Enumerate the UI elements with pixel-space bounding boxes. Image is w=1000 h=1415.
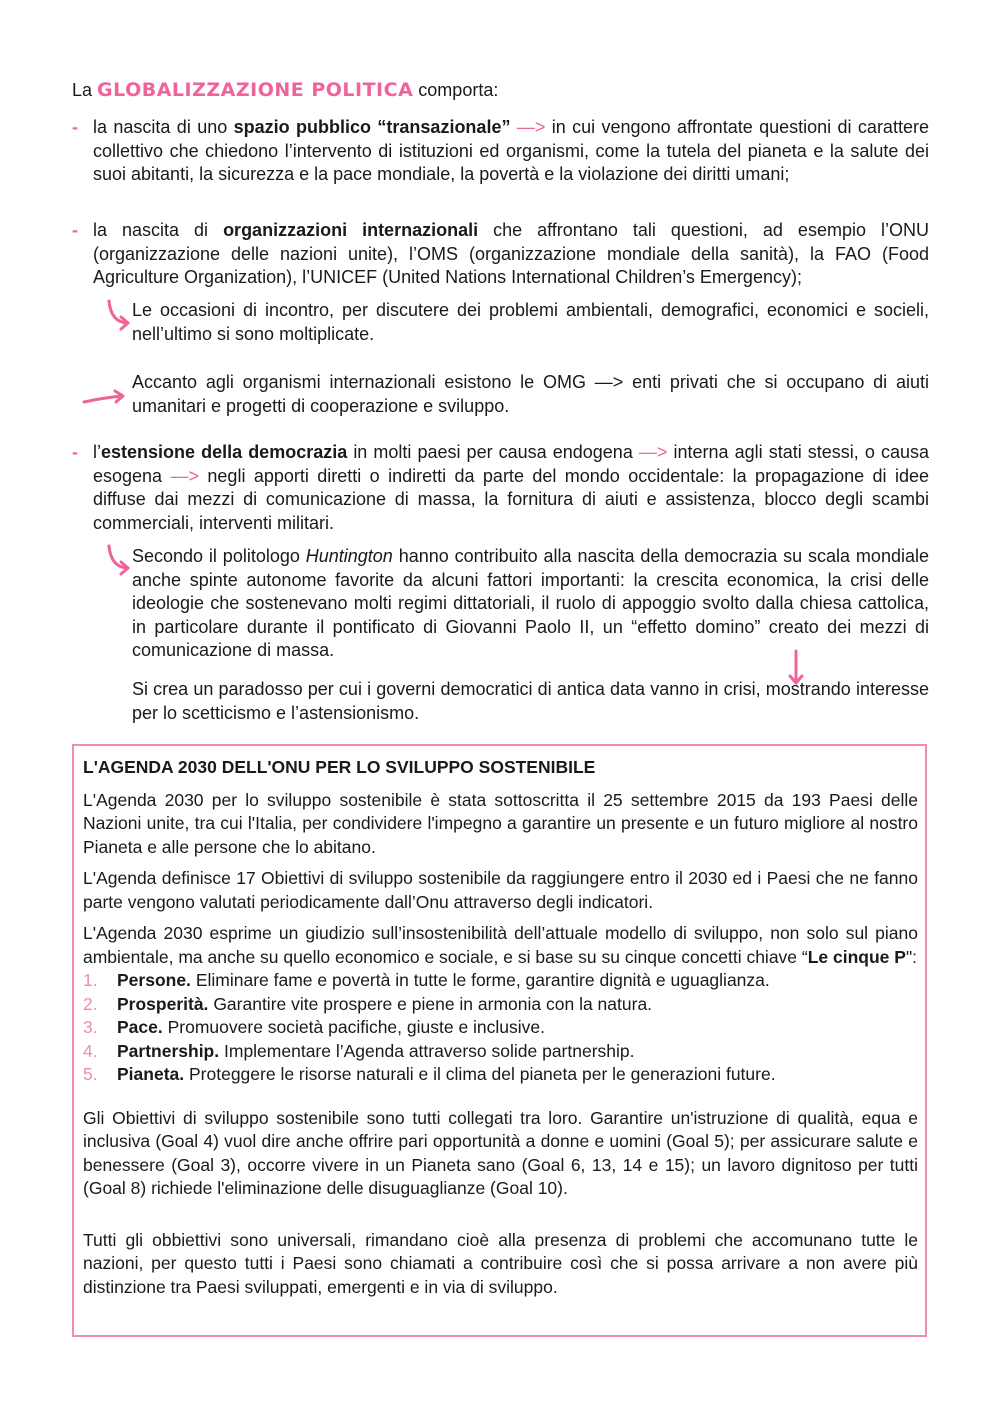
list-number: 1.: [83, 970, 98, 990]
intro-prefix: La: [72, 80, 93, 100]
list-item-title: Prosperità.: [117, 993, 209, 1014]
list-item: [83, 1016, 918, 1040]
sub-note-1: Le occasioni di incontro, per discutere dei problemi ambientali, demografici, economici e socieli, nell’ultimo si sono moltiplicate.: [132, 300, 929, 344]
agenda-title: L'AGENDA 2030 DELL'ONU PER LO SVILUPPO SOSTENIBILE: [83, 757, 596, 777]
intro-highlight: GLOBALIZZAZIONE POLITICA: [97, 79, 414, 101]
bullet-dash: -: [72, 220, 78, 240]
agenda-box-content: [83, 756, 918, 1307]
list-item: [83, 1040, 918, 1064]
list-item-text: Implementare l’Agenda attraverso solide partnership.: [224, 1040, 635, 1061]
bullet-3-bold: estensione della democrazia: [101, 442, 348, 462]
agenda-paragraph-3: [83, 922, 918, 969]
list-item-text: Promuovere società pacifiche, giuste e inclusive.: [167, 1017, 546, 1037]
list-item: [83, 969, 918, 993]
agenda-paragraph-2: L'Agenda definisce 17 Obiettivi di sviluppo sostenibile da raggiungere entro il 2030 ed i Paesi che ne fanno parte vengono valutati periodicamente dall’Onu attraverso degli indicatori.: [83, 868, 918, 912]
spacer: [83, 1087, 918, 1107]
list-number: 2.: [83, 993, 98, 1014]
bullet-dash: -: [72, 117, 78, 137]
bullet-2-post: che affrontano tali questioni, ad esempio l’ONU (organizzazione delle nazioni unite), l’OMS (organizzazione mondiale della sanità), la FAO (Food Agriculture Organization), l’UNICEF (United Nations International Children’s Emergency);: [93, 220, 929, 287]
inline-arrow: —>: [516, 117, 546, 137]
agenda-box: [72, 744, 927, 1337]
list-number: 4.: [83, 1040, 98, 1061]
agenda-p3-bold: Le cinque P: [807, 946, 906, 967]
list-item-text: Proteggere le risorse naturali e il clima del pianeta per le generazioni future.: [189, 1064, 776, 1084]
inline-arrow: —>: [170, 465, 199, 486]
bullet-1: [93, 116, 929, 187]
bullet-3-post: negli apporti diretti o indiretti da parte del mondo occidentale: la propagazione di idee diffuse dai mezzi di comunicazione di massa, la fornitura di aiuti e assistenza, blocco degli scambi commerciali, interventi militari.: [93, 465, 929, 533]
sub-3-pre: Secondo il politologo: [132, 546, 300, 566]
list-item-title: Pace.: [117, 1017, 163, 1037]
sub-3-post: hanno contribuito alla nascita della democrazia su scala mondiale anche spinte autonome favorite da alcuni fattori importanti: la crescita economica, la crisi delle ideologie che sostenevano molti regimi dittatoriali, il ruolo di appoggio svolto dalla chiesa cattolica, in particolare durante il pontificato di Giovanni Paolo II, un “effetto domino” creato dei mezzi di comunicazione di massa.: [132, 546, 929, 660]
list-item-title: Persone.: [117, 970, 191, 990]
sub-note-4: Si crea un paradosso per cui i governi democratici di antica data vanno in crisi, mostrando interesse per lo scetticismo e l’astensionismo.: [132, 679, 929, 723]
curved-arrow-icon: [104, 298, 134, 332]
bullet-1-bold: spazio pubblico “transazionale”: [233, 117, 511, 137]
bullet-1-pre: la nascita di uno: [93, 117, 228, 137]
list-item-title: Pianeta.: [117, 1064, 185, 1084]
right-arrow-icon: [80, 388, 128, 410]
list-number: 3.: [83, 1017, 98, 1037]
bullet-3-mid2: interna agli stati stessi, o causa esogena: [93, 442, 929, 486]
five-p-list: [83, 969, 918, 1087]
bullet-1-post: in cui vengono affrontate questioni di carattere collettivo che chiedono l’intervento di istituzioni ed organismi, come la tutela del pianeta e la salute dei suoi abitanti, la sicurezza e la pace mondiale, la povertà e la violazione dei diritti umani;: [93, 117, 929, 184]
bullet-2-bold: organizzazioni internazionali: [223, 220, 479, 240]
intro-line: [72, 78, 498, 102]
list-item-text: Garantire vite prospere e piene in armonia con la natura.: [213, 993, 653, 1014]
curved-arrow-icon: [104, 543, 134, 577]
list-item: [83, 1063, 918, 1087]
bullet-2-pre: la nascita di: [93, 220, 209, 240]
spacer: [83, 1209, 918, 1229]
list-number: 5.: [83, 1064, 98, 1084]
agenda-paragraph-4: Gli Obiettivi di sviluppo sostenibile sono tutti collegati tra loro. Garantire un'istruzione di qualità, equa e inclusiva (Goal 4) vuol dire anche offrire pari opportunità a donne e uomini (Goal 5); per assicurare salute e benessere (Goal 3), occorre vivere in un Pianeta sano (Goal 6, 13, 14 e 15); un lavoro dignitoso per tutti (Goal 8) richiede l'eliminazione delle disuguaglianze (Goal 10).: [83, 1107, 918, 1198]
list-item: [83, 993, 918, 1017]
agenda-p3-post: ":: [905, 946, 918, 967]
agenda-paragraph-1: L'Agenda 2030 per lo sviluppo sostenibile è stata sottoscritta il 25 settembre 2015 da 193 Paesi delle Nazioni unite, tra cui l'Italia, per condividere l'impegno a garantire un presente e un futuro migliore al nostro Pianeta e alle persone che lo abitano.: [83, 789, 918, 857]
bullet-2: [93, 219, 929, 290]
sub-3-italic: Huntington: [305, 546, 393, 566]
agenda-p3-pre: L'Agenda 2030 esprime un giudizio sull’insostenibilità dell’attuale modello di sviluppo, non solo sul piano ambientale, ma anche su quello economico e sociale, e si base su su cinque concetti chiave “: [83, 923, 918, 967]
intro-suffix: comporta:: [418, 80, 499, 100]
list-item-title: Partnership.: [117, 1040, 220, 1061]
bullet-3-pre: l’: [93, 442, 101, 462]
sub-note-2: Accanto agli organismi internazionali esistono le OMG —> enti privati che si occupano di aiuti umanitari e progetti di cooperazione e sviluppo.: [132, 372, 929, 416]
bullet-3: [93, 441, 929, 535]
list-item-text: Eliminare fame e povertà in tutte le forme, garantire dignità e uguaglianza.: [195, 970, 770, 990]
bullet-3-mid: in molti paesi per causa endogena: [353, 442, 633, 462]
bullet-dash: -: [72, 442, 78, 462]
inline-arrow: —>: [638, 442, 668, 462]
agenda-paragraph-5: Tutti gli obbiettivi sono universali, rimandano cioè alla presenza di problemi che accomunano tutte le nazioni, per questo tutti i Paesi sono chiamati a contribuire così che si possa arrivare a non avere più distinzione tra Paesi sviluppati, emergenti e in via di sviluppo.: [83, 1229, 918, 1297]
sub-note-3: [132, 545, 929, 663]
